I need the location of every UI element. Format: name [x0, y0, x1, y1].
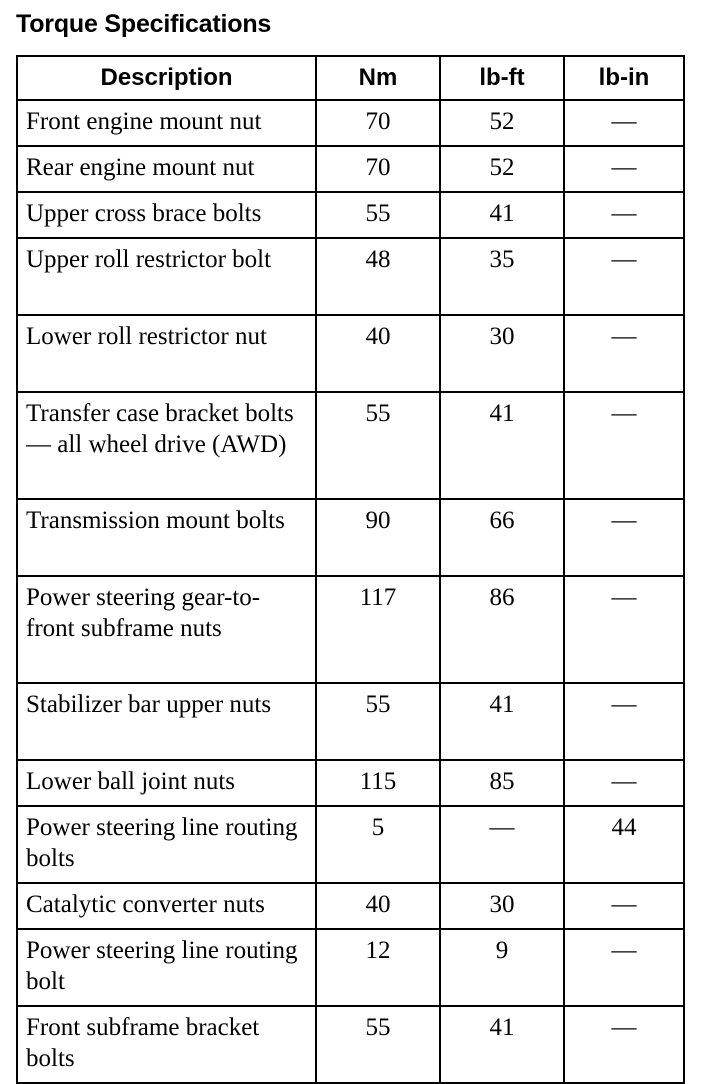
cell-lb-in: — [564, 760, 684, 806]
cell-lb-in: — [564, 499, 684, 576]
cell-lb-in: — [564, 929, 684, 1006]
cell-lb-ft: 30 [440, 315, 564, 392]
table-header-row [17, 56, 684, 100]
cell-lb-in: — [564, 100, 684, 146]
cell-description: Transfer case bracket bolts — all wheel drive (AWD) [17, 392, 316, 499]
cell-nm: 55 [316, 392, 440, 499]
cell-lb-ft: 9 [440, 929, 564, 1006]
cell-nm: 48 [316, 238, 440, 315]
cell-nm: 55 [316, 192, 440, 238]
cell-description: Power steering line routing bolts [17, 806, 316, 883]
cell-nm: 12 [316, 929, 440, 1006]
table-row [17, 392, 684, 499]
table-row [17, 1006, 684, 1083]
cell-lb-in: — [564, 576, 684, 683]
column-header-description: Description [17, 56, 316, 100]
cell-lb-in: — [564, 315, 684, 392]
cell-lb-ft: 41 [440, 683, 564, 760]
table-row [17, 806, 684, 883]
cell-description: Transmission mount bolts [17, 499, 316, 576]
cell-nm: 40 [316, 315, 440, 392]
cell-lb-ft: 41 [440, 1006, 564, 1083]
cell-lb-in: — [564, 1006, 684, 1083]
cell-lb-ft: 41 [440, 392, 564, 499]
cell-description: Upper roll restrictor bolt [17, 238, 316, 315]
table-row [17, 499, 684, 576]
cell-nm: 55 [316, 1006, 440, 1083]
cell-nm: 117 [316, 576, 440, 683]
cell-lb-in: — [564, 238, 684, 315]
column-header-lb-in: lb-in [564, 56, 684, 100]
table-row [17, 576, 684, 683]
table-row [17, 146, 684, 192]
cell-nm: 115 [316, 760, 440, 806]
cell-lb-in: — [564, 146, 684, 192]
cell-lb-in: — [564, 392, 684, 499]
cell-nm: 55 [316, 683, 440, 760]
page-title: Torque Specifications [16, 10, 272, 38]
cell-description: Stabilizer bar upper nuts [17, 683, 316, 760]
cell-description: Catalytic converter nuts [17, 883, 316, 929]
cell-description: Front subframe bracket bolts [17, 1006, 316, 1083]
cell-nm: 90 [316, 499, 440, 576]
cell-nm: 40 [316, 883, 440, 929]
table-row [17, 238, 684, 315]
column-header-nm: Nm [316, 56, 440, 100]
cell-lb-ft: 86 [440, 576, 564, 683]
table-row [17, 683, 684, 760]
cell-lb-ft: 30 [440, 883, 564, 929]
cell-lb-in: — [564, 192, 684, 238]
table-row [17, 315, 684, 392]
cell-lb-in: — [564, 683, 684, 760]
cell-lb-ft: 41 [440, 192, 564, 238]
cell-nm: 70 [316, 100, 440, 146]
table-row [17, 192, 684, 238]
cell-description: Power steering gear-to-front subframe nuts [17, 576, 316, 683]
cell-lb-ft: — [440, 806, 564, 883]
column-header-lb-ft: lb-ft [440, 56, 564, 100]
table-row [17, 883, 684, 929]
cell-description: Upper cross brace bolts [17, 192, 316, 238]
cell-description: Power steering line routing bolt [17, 929, 316, 1006]
cell-nm: 70 [316, 146, 440, 192]
cell-lb-ft: 35 [440, 238, 564, 315]
cell-lb-ft: 66 [440, 499, 564, 576]
cell-lb-ft: 52 [440, 100, 564, 146]
table-row [17, 760, 684, 806]
cell-description: Rear engine mount nut [17, 146, 316, 192]
cell-nm: 5 [316, 806, 440, 883]
cell-description: Lower ball joint nuts [17, 760, 316, 806]
table-body [17, 100, 684, 1083]
cell-lb-ft: 52 [440, 146, 564, 192]
cell-lb-in: 44 [564, 806, 684, 883]
cell-lb-in: — [564, 883, 684, 929]
cell-lb-ft: 85 [440, 760, 564, 806]
torque-spec-table [16, 55, 685, 1084]
cell-description: Front engine mount nut [17, 100, 316, 146]
table-row [17, 929, 684, 1006]
table-row [17, 100, 684, 146]
cell-description: Lower roll restrictor nut [17, 315, 316, 392]
